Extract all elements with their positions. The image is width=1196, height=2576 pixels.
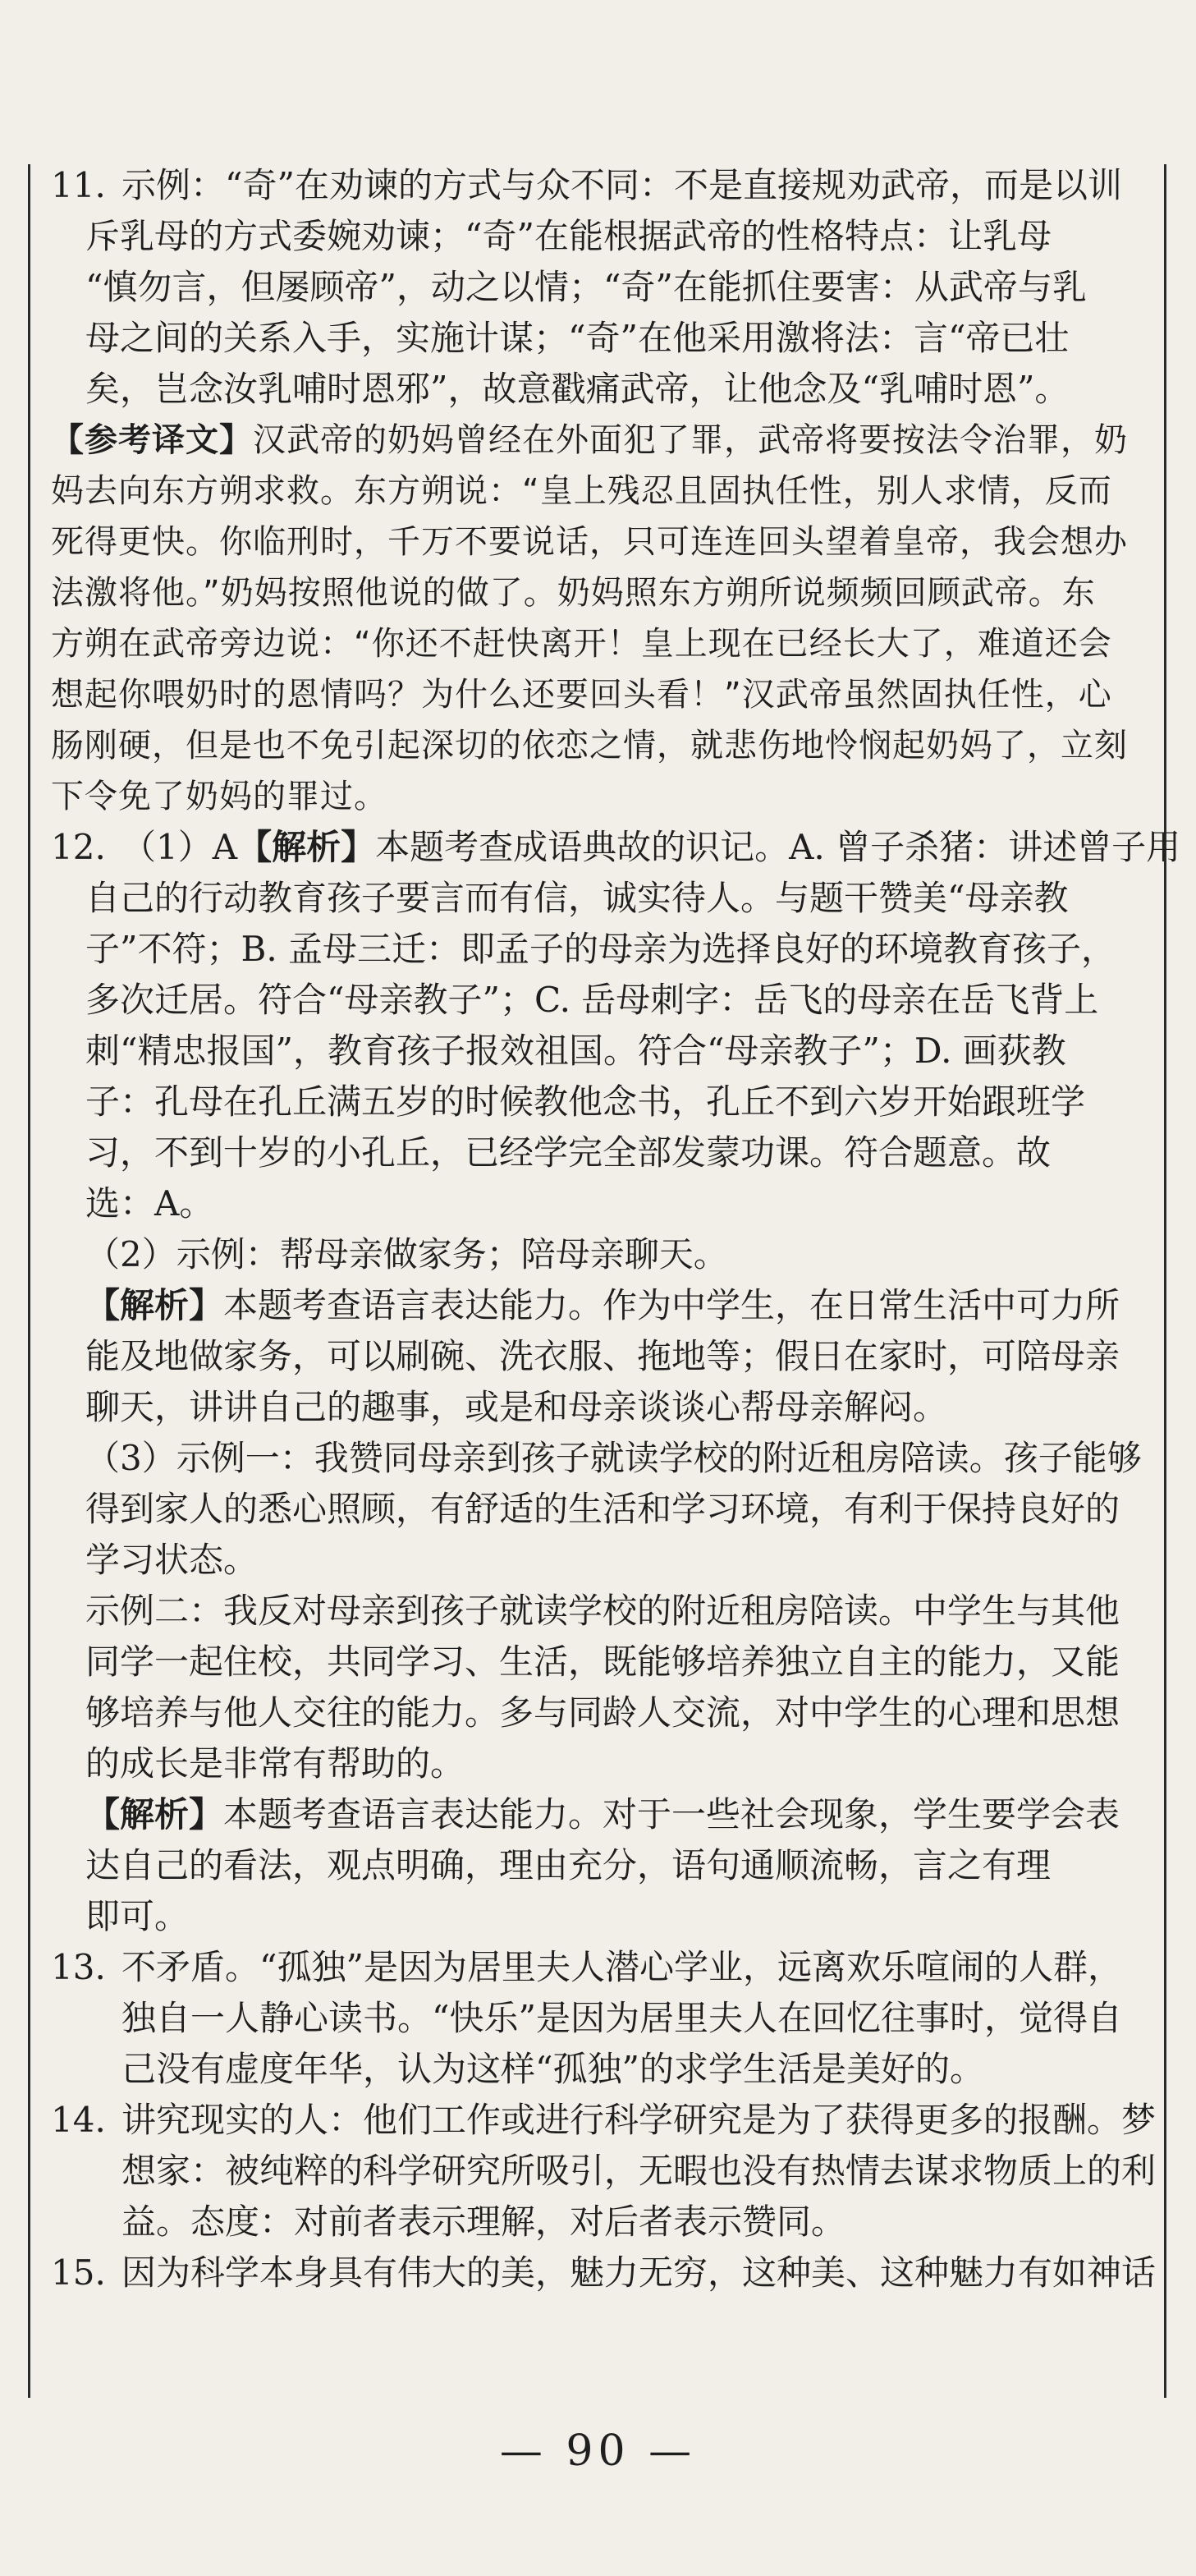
analysis-tag: 【解析】: [85, 1285, 224, 1325]
answer-12-line-7: 习，不到十岁的小孔丘，已经学完全部发蒙功课。符合题意。故: [85, 1132, 1052, 1173]
answer-12-line-3: 子”不符；B. 孟母三迁：即孟子的母亲为选择良好的环境教育孩子，: [85, 929, 1116, 969]
answer-12-line-1: 12. （1）A【解析】本题考查成语典故的识记。A. 曾子杀猪：讲述曾子用: [51, 822, 1151, 873]
answer-12-part-3-line-4: 示例二：我反对母亲到孩子就读学校的附近租房陪读。中学生与其他: [85, 1591, 1120, 1631]
question-number-11: 11.: [51, 165, 106, 205]
answer-12-part-3-line-2: 得到家人的悉心照顾，有舒适的生活和学习环境，有利于保持良好的: [85, 1489, 1120, 1529]
answer-14-line-2: 想家：被纯粹的科学研究所吸引，无暇也没有热情去谋求物质上的利: [121, 2151, 1157, 2191]
answer-12-part-3-line-6: 够培养与他人交往的能力。多与同龄人交流，对中学生的心理和思想: [85, 1692, 1120, 1733]
answer-12-part-3-line-7: 的成长是非常有帮助的。: [85, 1743, 465, 1784]
question-number-13: 13.: [51, 1947, 106, 1987]
answer-12-part-3-line-1: （3）示例一：我赞同母亲到孩子就读学校的附近租房陪读。孩子能够: [85, 1438, 1142, 1478]
answer-12-part-3-line-5: 同学一起住校，共同学习、生活，既能够培养独立自主的能力，又能: [85, 1642, 1120, 1682]
answer-content: [51, 160, 1181, 2298]
answer-11-line-3: “慎勿言，但屡顾帝”，动之以情；“奇”在能抓住要害：从武帝与乳: [85, 267, 1087, 307]
translation-line-2: 妈去向东方朔求救。东方朔说：“皇上残忍且固执任性，别人求情，反而: [51, 472, 1112, 510]
translation-line-8: 下令免了奶妈的罪过。: [51, 778, 387, 815]
answer-14-line-1: 14. 讲究现实的人：他们工作或进行科学研究是为了获得更多的报酬。梦: [51, 2095, 1151, 2146]
answer-13-line-3: 己没有虚度年华，认为这样“孤独”的求学生活是美好的。: [121, 2049, 984, 2089]
answer-13-line-2: 独自一人静心读书。“快乐”是因为居里夫人在回忆往事时，觉得自: [121, 1998, 1122, 2038]
question-number-12: 12.: [51, 827, 106, 867]
answer-12-line-2: 自己的行动教育孩子要言而有信，诚实待人。与题干赞美“母亲教: [85, 878, 1069, 918]
answer-11-line-5: 矣，岂念汝乳哺时恩邪”，故意戳痛武帝，让他念及“乳哺时恩”。: [85, 369, 1070, 409]
left-margin-rule: [28, 164, 30, 2398]
answer-12-part-3-analysis-3: 即可。: [85, 1896, 190, 1936]
translation-line-7: 肠刚硬，但是也不免引起深切的依恋之情，就悲伤地怜悯起奶妈了，立刻: [51, 727, 1128, 765]
answer-11-line-4: 母之间的关系入手，实施计谋；“奇”在他采用激将法：言“帝已壮: [85, 318, 1070, 358]
answer-12-part-3-line-3: 学习状态。: [85, 1540, 259, 1580]
answer-12-part-2-analysis-1: 【解析】本题考查语言表达能力。作为中学生，在日常生活中可力所: [85, 1285, 1120, 1325]
translation-line-1: 【参考译文】汉武帝的奶妈曾经在外面犯了罪，武帝将要按法令治罪，奶: [51, 421, 1128, 459]
question-number-15: 15.: [51, 2252, 106, 2293]
page-number: — 90 —: [499, 2427, 697, 2476]
translation-line-5: 方朔在武帝旁边说：“你还不赶快离开！皇上现在已经长大了，难道还会: [51, 625, 1112, 663]
answer-14-line-3: 益。态度：对前者表示理解，对后者表示赞同。: [121, 2202, 846, 2242]
answer-12-line-4: 多次迁居。符合“母亲教子”；C. 岳母刺字：岳飞的母亲在岳飞背上: [85, 980, 1099, 1020]
translation-line-6: 想起你喂奶时的恩情吗？为什么还要回头看！”汉武帝虽然固执任性，心: [51, 676, 1112, 714]
translation-line-4: 法激将他。”奶妈按照他说的做了。奶妈照东方朔所说频频回顾武帝。东: [51, 574, 1096, 612]
analysis-tag: 【解析】: [85, 1794, 224, 1834]
answer-12-part-2: （2）示例：帮母亲做家务；陪母亲聊天。: [85, 1234, 728, 1274]
question-number-14: 14.: [51, 2100, 106, 2140]
answer-12-part-2-analysis-2: 能及地做家务，可以刷碗、洗衣服、拖地等；假日在家时，可陪母亲: [85, 1336, 1120, 1376]
answer-12-part-3-analysis-2: 达自己的看法，观点明确，理由充分，语句通顺流畅，言之有理: [85, 1845, 1052, 1885]
answer-11-line-2: 斥乳母的方式委婉劝谏；“奇”在能根据武帝的性格特点：让乳母: [85, 216, 1052, 256]
answer-12-line-5: 刺“精忠报国”，教育孩子报效祖国。符合“母亲教子”；D. 画荻教: [85, 1031, 1066, 1071]
analysis-tag: 【解析】: [237, 827, 376, 867]
right-margin-rule: [1164, 164, 1166, 2398]
translation-line-3: 死得更快。你临刑时，千万不要说话，只可连连回头望着皇帝，我会想办: [51, 523, 1128, 561]
answer-12-line-8: 选：A。: [85, 1183, 214, 1224]
answer-15-line-1: 15. 因为科学本身具有伟大的美，魅力无穷，这种美、这种魅力有如神话: [51, 2248, 1151, 2298]
answer-12-part-2-analysis-3: 聊天，讲讲自己的趣事，或是和母亲谈谈心帮母亲解闷。: [85, 1387, 948, 1427]
answer-12-line-6: 子：孔母在孔丘满五岁的时候教他念书，孔丘不到六岁开始跟班学: [85, 1081, 1086, 1122]
answer-12-part-3-analysis-1: 【解析】本题考查语言表达能力。对于一些社会现象，学生要学会表: [85, 1794, 1120, 1834]
answer-11-line-1: 11. 示例：“奇”在劝谏的方式与众不同：不是直接规劝武帝，而是以训: [51, 160, 1151, 211]
reference-translation-tag: 【参考译文】: [51, 421, 253, 459]
answer-13-line-1: 13. 不矛盾。“孤独”是因为居里夫人潜心学业，远离欢乐喧闹的人群，: [51, 1942, 1151, 1993]
